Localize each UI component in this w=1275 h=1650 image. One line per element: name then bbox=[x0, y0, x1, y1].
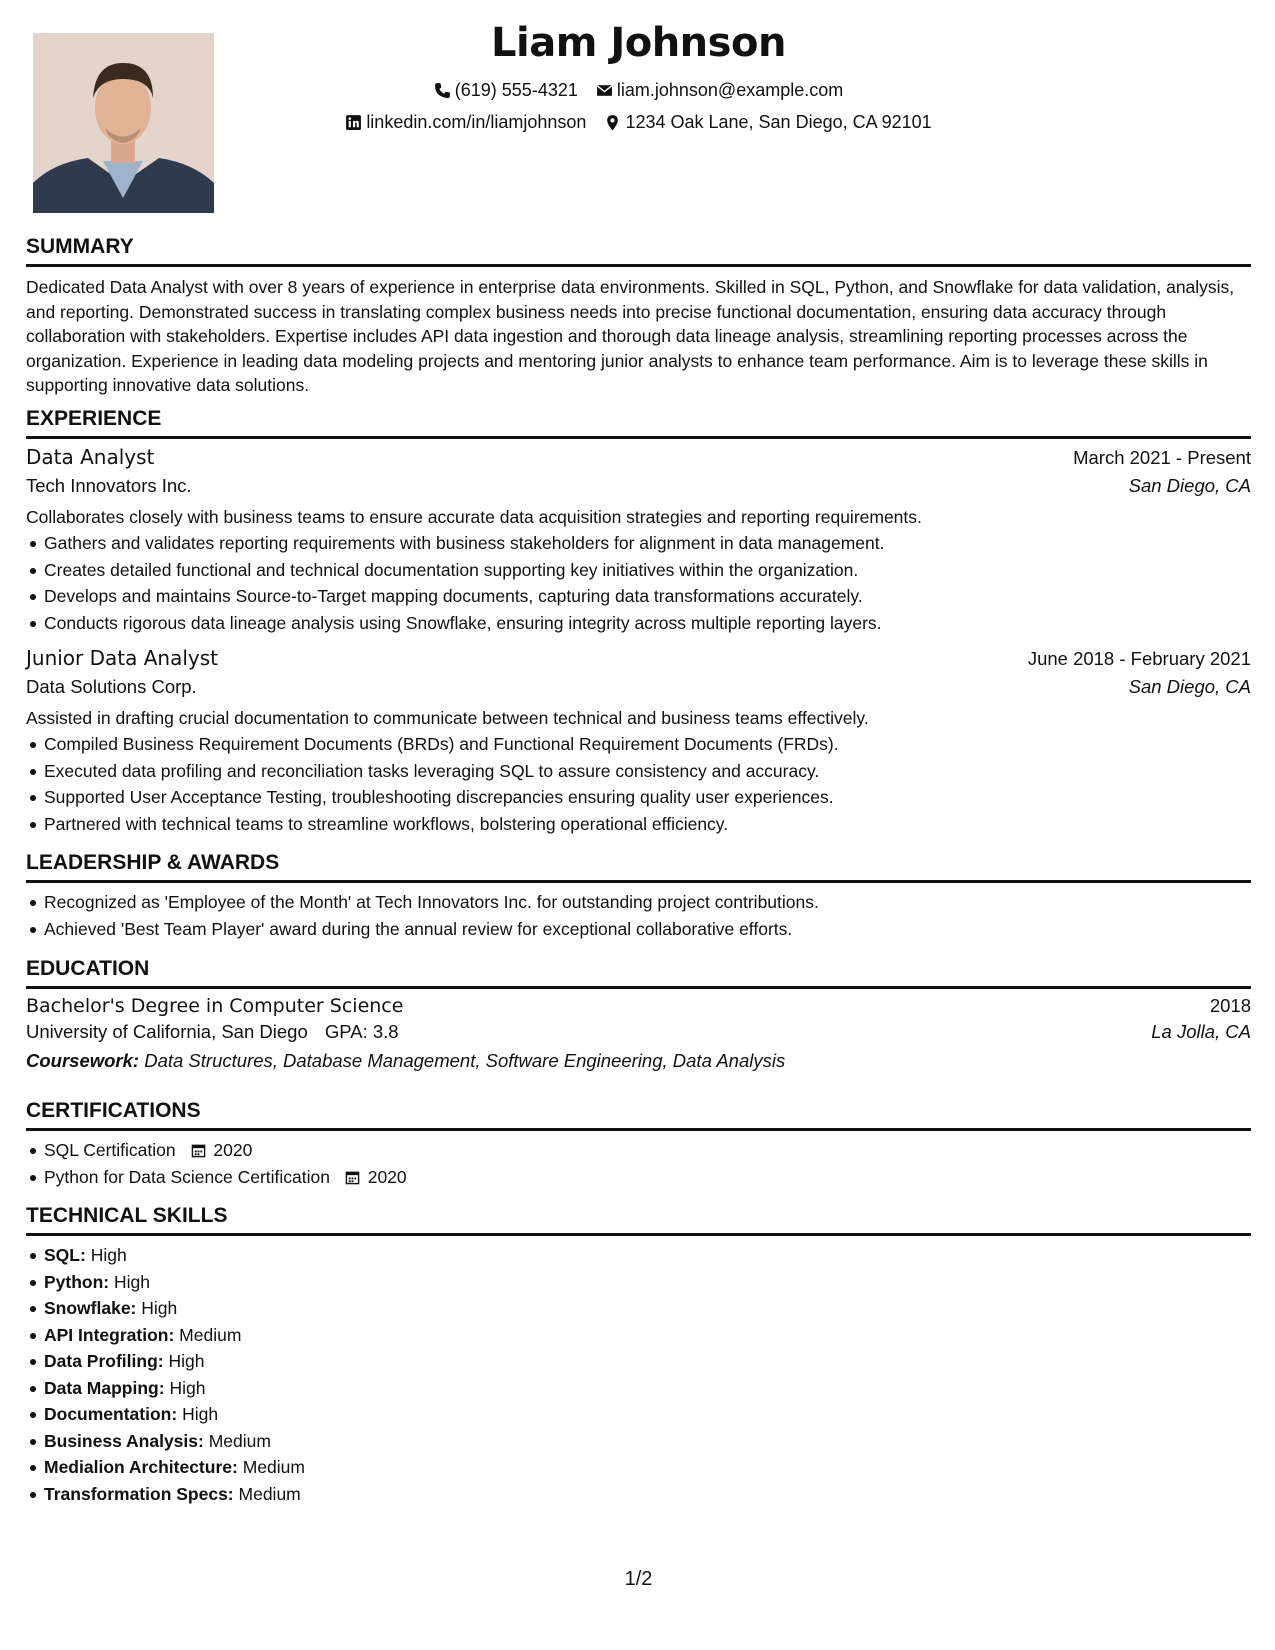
list-item bbox=[44, 1348, 1251, 1375]
skill-level: Medium bbox=[208, 1430, 271, 1451]
graduation-year: 2018 bbox=[1209, 995, 1251, 1016]
list-item bbox=[44, 1242, 1251, 1269]
list-item: Gathers and validates reporting requirements with business stakeholders for alignment in data management. bbox=[44, 530, 1251, 557]
section-title-skills: TECHNICAL SKILLS bbox=[26, 1203, 1251, 1236]
skill-level: Medium bbox=[238, 1483, 301, 1504]
skill-name: Data Mapping: bbox=[44, 1377, 165, 1398]
list-item: Partnered with technical teams to streamline workflows, bolstering operational efficiency. bbox=[44, 811, 1251, 838]
linkedin-icon bbox=[345, 114, 362, 131]
skill-level: High bbox=[90, 1245, 127, 1265]
address-contact bbox=[604, 112, 931, 133]
envelope-icon bbox=[596, 82, 613, 99]
list-item: Supported User Acceptance Testing, troubleshooting discrepancies ensuring quality user experiences. bbox=[44, 784, 1251, 811]
skill-name: SQL: bbox=[44, 1245, 86, 1265]
job-description: Assisted in drafting crucial documentation to communicate between technical and business teams effectively. bbox=[26, 708, 869, 728]
job-location: San Diego, CA bbox=[1128, 475, 1251, 496]
list-item: Develops and maintains Source-to-Target mapping documents, capturing data transformations accurately. bbox=[44, 583, 1251, 610]
map-pin-icon bbox=[604, 114, 621, 131]
list-item bbox=[44, 1481, 1251, 1508]
job-description: Collaborates closely with business teams to ensure accurate data acquisition strategies and reporting requirements. bbox=[26, 507, 922, 527]
degree-name: Bachelor's Degree in Computer Science bbox=[26, 995, 404, 1017]
phone-number: (619) 555-4321 bbox=[454, 80, 578, 100]
job-title: Junior Data Analyst bbox=[26, 646, 219, 670]
resume-page bbox=[26, 0, 1251, 1650]
company-name: Data Solutions Corp. bbox=[26, 676, 197, 697]
linkedin-url: linkedin.com/in/liamjohnson bbox=[366, 112, 587, 132]
skill-level: High bbox=[169, 1377, 206, 1398]
list-item bbox=[44, 1269, 1251, 1296]
certification-name: Python for Data Science Certification bbox=[44, 1166, 330, 1187]
education-section bbox=[26, 956, 1251, 1072]
coursework-list: Data Structures, Database Management, Software Engineering, Data Analysis bbox=[144, 1050, 786, 1071]
section-title-summary: SUMMARY bbox=[26, 234, 1251, 267]
linkedin-contact[interactable] bbox=[345, 112, 586, 133]
skill-level: High bbox=[141, 1298, 178, 1318]
list-item: Compiled Business Requirement Documents (BRDs) and Functional Requirement Documents (FRDs). bbox=[44, 731, 1251, 758]
list-item: Recognized as 'Employee of the Month' at Tech Innovators Inc. for outstanding project contributions. bbox=[44, 889, 1251, 916]
coursework-label: Coursework: bbox=[26, 1050, 140, 1071]
list-item bbox=[44, 1454, 1251, 1481]
skill-name: Documentation: bbox=[44, 1404, 178, 1424]
section-title-leadership: LEADERSHIP & AWARDS bbox=[26, 850, 1251, 883]
list-item: Achieved 'Best Team Player' award during the annual review for exceptional collaborative efforts. bbox=[44, 916, 1251, 943]
job-location: San Diego, CA bbox=[1128, 676, 1251, 697]
skill-level: High bbox=[168, 1351, 205, 1371]
summary-section bbox=[26, 234, 1251, 398]
list-item bbox=[44, 1137, 1251, 1164]
awards-list bbox=[26, 889, 1251, 942]
list-item bbox=[44, 1375, 1251, 1402]
job-bullets bbox=[26, 530, 1251, 636]
contact-line-2 bbox=[26, 112, 1251, 133]
job-dates: March 2021 - Present bbox=[1073, 447, 1251, 468]
job-dates: June 2018 - February 2021 bbox=[1027, 648, 1251, 669]
phone-contact bbox=[434, 80, 578, 101]
certification-name: SQL Certification bbox=[44, 1140, 176, 1160]
list-item bbox=[44, 1295, 1251, 1322]
skill-level: Medium bbox=[179, 1324, 242, 1345]
summary-text: Dedicated Data Analyst with over 8 years of experience in enterprise data environments. Skilled in SQL, Python, and Snowflake for data validation, analysis, and reporting. Demonstrated success in translating complex business needs into precise functional documentation, ensuring data accuracy through collaboration with stakeholders. Expertise includes API data ingestion and thorough data lineage analysis, streamlining reporting processes across the organization. Experience in leading data modeling projects and mentoring junior analysts to enhance team performance. Aim is to leverage these skills in supporting innovative data solutions. bbox=[26, 277, 1235, 395]
list-item bbox=[44, 1428, 1251, 1455]
section-title-experience: EXPERIENCE bbox=[26, 406, 1251, 439]
list-item bbox=[44, 1322, 1251, 1349]
skill-name: Python: bbox=[44, 1271, 110, 1292]
list-item bbox=[44, 1401, 1251, 1428]
school-name: University of California, San Diego bbox=[26, 1021, 308, 1042]
phone-icon bbox=[434, 82, 451, 99]
certification-year: 2020 bbox=[213, 1140, 253, 1160]
certification-year: 2020 bbox=[367, 1166, 407, 1187]
street-address: 1234 Oak Lane, San Diego, CA 92101 bbox=[625, 112, 932, 132]
contact-line-1 bbox=[26, 80, 1251, 101]
job-bullets bbox=[26, 731, 1251, 837]
leadership-section bbox=[26, 850, 1251, 942]
calendar-icon bbox=[191, 1143, 206, 1158]
page-number: 1/2 bbox=[624, 1568, 653, 1590]
certifications-section bbox=[26, 1098, 1251, 1190]
candidate-name: Liam Johnson bbox=[491, 20, 786, 66]
skill-name: Data Profiling: bbox=[44, 1351, 164, 1371]
skill-name: Medialion Architecture: bbox=[44, 1457, 238, 1477]
section-title-education: EDUCATION bbox=[26, 956, 1251, 989]
job-entry bbox=[26, 445, 1251, 636]
skill-level: Medium bbox=[242, 1457, 305, 1477]
skill-name: Transformation Specs: bbox=[44, 1483, 234, 1504]
gpa: GPA: 3.8 bbox=[324, 1021, 399, 1042]
experience-section bbox=[26, 406, 1251, 837]
skill-level: High bbox=[114, 1271, 151, 1292]
skill-name: API Integration: bbox=[44, 1324, 175, 1345]
list-item bbox=[44, 1164, 1251, 1191]
coursework bbox=[26, 1050, 1251, 1072]
calendar-icon bbox=[345, 1170, 360, 1185]
list-item: Conducts rigorous data lineage analysis using Snowflake, ensuring integrity across multiple reporting layers. bbox=[44, 610, 1251, 637]
section-title-certifications: CERTIFICATIONS bbox=[26, 1098, 1251, 1131]
job-title: Data Analyst bbox=[26, 445, 155, 469]
email-contact[interactable] bbox=[596, 80, 843, 101]
certifications-list bbox=[26, 1137, 1251, 1190]
list-item: Executed data profiling and reconciliation tasks leveraging SQL to assure consistency and accuracy. bbox=[44, 758, 1251, 785]
company-name: Tech Innovators Inc. bbox=[26, 475, 192, 496]
skills-list bbox=[26, 1242, 1251, 1507]
email-address: liam.johnson@example.com bbox=[616, 80, 844, 100]
skills-section bbox=[26, 1203, 1251, 1507]
skill-name: Business Analysis: bbox=[44, 1430, 204, 1451]
job-entry bbox=[26, 646, 1251, 837]
skill-level: High bbox=[182, 1404, 219, 1424]
school-location: La Jolla, CA bbox=[1151, 1021, 1251, 1042]
skill-name: Snowflake: bbox=[44, 1298, 137, 1318]
list-item: Creates detailed functional and technical documentation supporting key initiatives within the organization. bbox=[44, 557, 1251, 584]
